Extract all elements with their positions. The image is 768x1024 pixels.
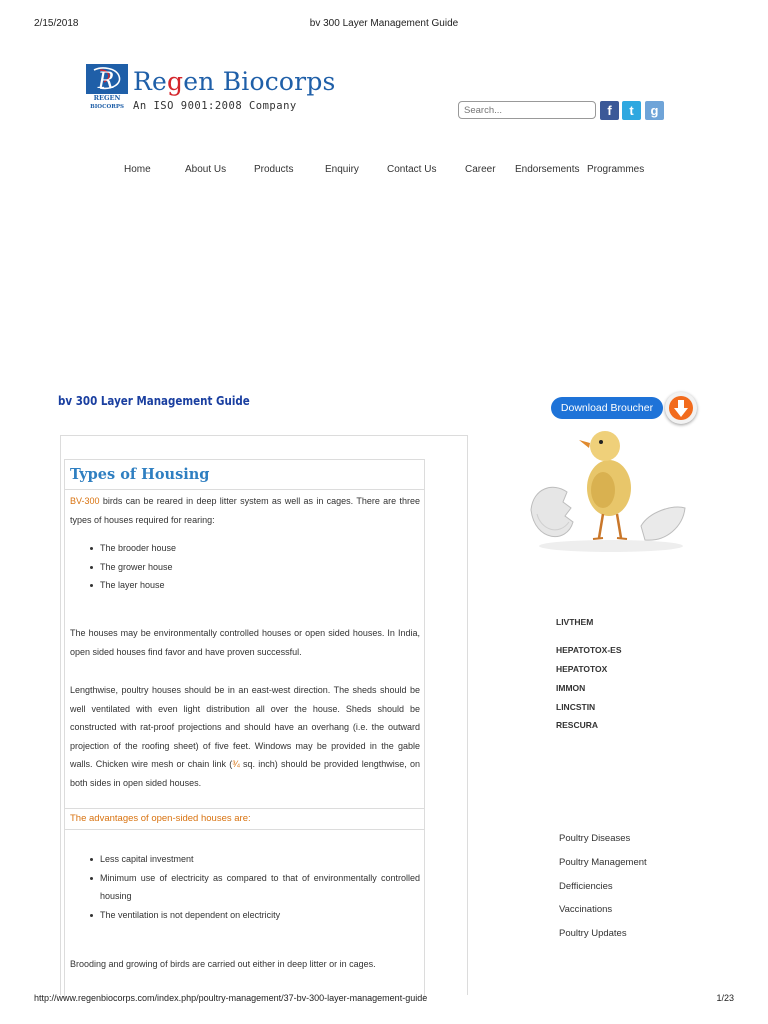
logo-tagline: An ISO 9001:2008 Company [133, 100, 297, 112]
page-number: 1/23 [716, 993, 734, 1003]
nav-item-products[interactable]: Products [254, 164, 294, 175]
product-item-partial[interactable]: LIVTHEM [556, 617, 594, 627]
logo-wordmark: Regen Biocorps [133, 67, 336, 96]
sidebar-link-vaccinations[interactable]: Vaccinations [559, 904, 613, 915]
svg-text:BIOCORPS: BIOCORPS [90, 104, 124, 110]
site-logo[interactable] [86, 64, 336, 114]
nav-item-contact-us[interactable]: Contact Us [387, 164, 437, 175]
nav-item-home[interactable]: Home [124, 164, 151, 175]
nav-item-about-us[interactable]: About Us [185, 164, 227, 175]
product-item[interactable]: RESCURA [556, 720, 599, 730]
search-input[interactable] [458, 101, 596, 119]
house-types-list [88, 539, 420, 595]
list-item: Less capital investment [88, 850, 420, 869]
list-item: The layer house [88, 576, 420, 595]
print-url: http://www.regenbiocorps.com/index.php/poultry-management/37-bv-300-layer-management-guide [34, 993, 428, 1003]
section-title: Types of Housing [70, 466, 210, 483]
svg-text:R: R [97, 69, 115, 94]
nav-item-enquiry[interactable]: Enquiry [325, 164, 359, 175]
twitter-icon[interactable]: t [622, 101, 641, 120]
product-item[interactable]: HEPATOTOX [556, 664, 608, 674]
print-date: 2/15/2018 [34, 18, 79, 29]
sidebar-link-poultry-diseases[interactable]: Poultry Diseases [559, 833, 631, 844]
list-item: The ventilation is not dependent on electricity [88, 906, 420, 925]
main-nav [0, 164, 768, 178]
regen-logo-icon [86, 64, 128, 110]
list-item: The brooder house [88, 539, 420, 558]
sidebar-link-poultry-updates[interactable]: Poultry Updates [559, 928, 627, 939]
svg-text:REGEN: REGEN [93, 94, 121, 102]
product-list [556, 617, 686, 734]
chick-hatching-image [523, 418, 693, 558]
product-item[interactable]: HEPATOTOX-ES [556, 645, 622, 655]
print-title: bv 300 Layer Management Guide [309, 18, 459, 29]
product-item[interactable]: IMMON [556, 683, 586, 693]
nav-item-programmes[interactable]: Programmes [587, 164, 645, 175]
brooding-paragraph: Brooding and growing of birds are carried out either in deep litter or in cages. [70, 959, 376, 969]
facebook-icon[interactable]: f [600, 101, 619, 120]
list-item: The grower house [88, 558, 420, 577]
page-title: bv 300 Layer Management Guide [58, 394, 250, 408]
nav-item-career[interactable]: Career [465, 164, 496, 175]
sidebar-link-poultry-management[interactable]: Poultry Management [559, 857, 647, 868]
housing-paragraph: The houses may be environmentally controlled houses or open sided houses. In India, open sided houses find favor and have proven successful. [70, 628, 420, 657]
bv300-highlight: BV-300 [70, 496, 100, 506]
download-brochure-button[interactable]: Download Broucher [551, 397, 663, 419]
nav-item-endorsements[interactable]: Endorsements [515, 164, 580, 175]
intro-paragraph: BV-300 birds can be reared in deep litter system as well as in cages. There are three types of houses required for rearing: [70, 496, 420, 525]
advantages-heading: The advantages of open-sided houses are: [64, 808, 425, 830]
product-item[interactable]: LINCSTIN [556, 702, 596, 712]
construction-paragraph: Lengthwise, poultry houses should be in an east-west direction. The sheds should be well ventilated with even light distribution all over the house. Sheds should be constructed with rat-proof projections and should have an overhang (i.e. the outward projection of the roofing sheet) of five feet. Windows may be provided in the gable walls. Chicken wire mesh or chain link (¾ sq. inch) should be provided lengthwise, on both sides in open sided houses. [70, 685, 420, 788]
google-plus-icon[interactable]: g [645, 101, 664, 120]
list-item: Minimum use of electricity as compared to that of environmentally controlled housing [88, 869, 420, 906]
section-divider [64, 489, 425, 490]
advantages-list [88, 850, 420, 924]
sidebar-link-defficiencies[interactable]: Defficiencies [559, 881, 613, 892]
